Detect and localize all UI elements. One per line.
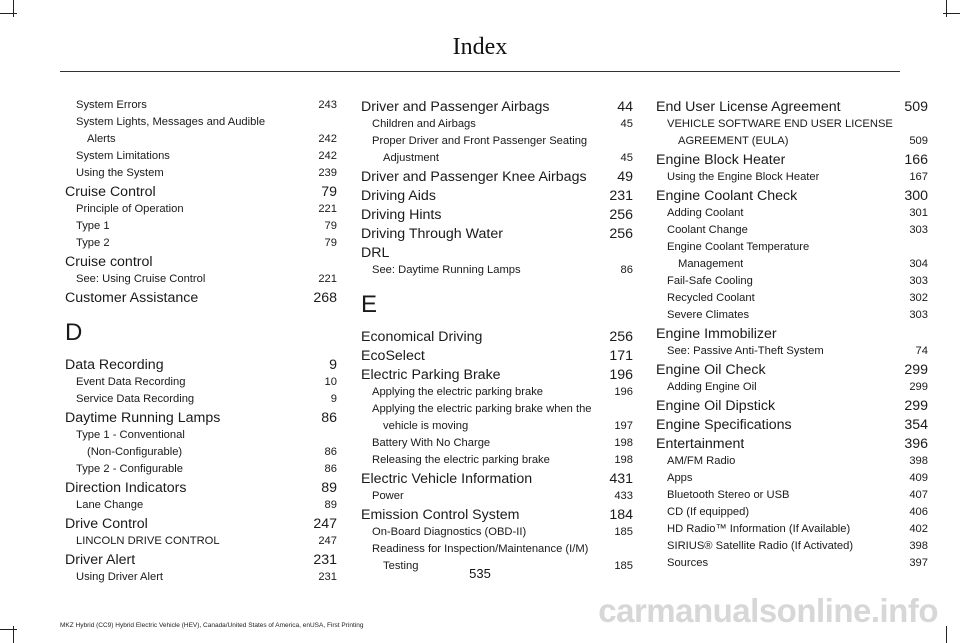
entry-page-number[interactable]: 407 [909, 489, 928, 501]
index-heading[interactable] [361, 367, 633, 384]
entry-page-number[interactable]: 242 [318, 133, 337, 145]
entry-page-number[interactable]: 197 [614, 420, 633, 432]
index-subentry[interactable] [361, 452, 633, 469]
entry-label: Type 2 [76, 237, 110, 249]
index-subentry[interactable] [65, 497, 337, 514]
entry-label: Drive Control [65, 516, 148, 532]
entry-label: Applying the electric parking brake [372, 386, 544, 398]
index-subentry[interactable]: VEHICLE SOFTWARE END USER LICENSE [667, 118, 893, 130]
entry-page-number[interactable]: 509 [909, 135, 928, 147]
index-heading[interactable] [361, 226, 633, 243]
entry-label: Adding Engine Oil [667, 381, 757, 393]
entry-label: Principle of Operation [76, 203, 184, 215]
section-letter: D [65, 319, 83, 346]
entry-page-number[interactable]: 243 [318, 99, 337, 111]
entry-page-number[interactable]: 299 [904, 362, 928, 378]
index-subentry[interactable] [361, 384, 633, 401]
index-heading[interactable] [65, 357, 337, 374]
index-heading[interactable] [361, 329, 633, 346]
index-subentry[interactable] [361, 418, 633, 435]
index-subentry[interactable] [65, 391, 337, 408]
entry-label: Entertainment [656, 436, 745, 452]
entry-page-number[interactable]: 86 [620, 264, 633, 276]
index-subentry[interactable] [361, 435, 633, 452]
index-heading[interactable] [361, 99, 633, 116]
entry-label: vehicle is moving [383, 420, 469, 432]
entry-page-number[interactable]: 79 [324, 220, 337, 232]
entry-label: Children and Airbags [372, 118, 476, 130]
index-heading[interactable] [65, 184, 337, 201]
index-heading[interactable]: Engine Immobilizer [656, 326, 777, 342]
index-subentry[interactable] [656, 307, 928, 324]
entry-page-number[interactable]: 45 [620, 118, 633, 130]
entry-label: Engine Oil Check [656, 362, 766, 378]
entry-label: Electric Parking Brake [361, 367, 501, 383]
index-heading[interactable] [361, 169, 633, 186]
entry-label: Sources [667, 557, 709, 569]
index-subentry[interactable] [656, 343, 928, 360]
entry-page-number[interactable]: 185 [614, 560, 633, 572]
entry-page-number[interactable]: 268 [313, 290, 337, 306]
entry-page-number[interactable]: 397 [909, 557, 928, 569]
index-heading[interactable] [361, 507, 633, 524]
index-subentry[interactable] [65, 97, 337, 114]
entry-page-number[interactable]: 9 [329, 357, 337, 373]
index-heading[interactable] [656, 188, 928, 205]
entry-label: Service Data Recording [76, 393, 195, 405]
index-heading[interactable]: DRL [361, 245, 390, 261]
entry-page-number[interactable]: 247 [313, 516, 337, 532]
entry-page-number[interactable]: 10 [324, 376, 337, 388]
entry-label: Emission Control System [361, 507, 520, 523]
crop-mark-bottom-left-v [13, 626, 14, 643]
entry-label: Driver and Passenger Airbags [361, 99, 550, 115]
entry-label: System Errors [76, 99, 147, 111]
entry-page-number[interactable]: 256 [609, 207, 633, 223]
index-heading[interactable] [361, 207, 633, 224]
edition-footer: MKZ Hybrid (CC9) Hybrid Electric Vehicle (HEV), Canada/United States of America, enUSA, First Printing [60, 622, 364, 629]
entry-page-number[interactable]: 396 [904, 436, 928, 452]
entry-page-number[interactable]: 300 [904, 188, 928, 204]
entry-label: Economical Driving [361, 329, 483, 345]
entry-page-number[interactable]: 256 [609, 329, 633, 345]
entry-label: Electric Vehicle Information [361, 471, 533, 487]
index-heading[interactable] [656, 152, 928, 169]
crop-mark-top-left-h [0, 13, 17, 14]
page-title: Index [452, 34, 508, 60]
entry-page-number[interactable]: 303 [909, 275, 928, 287]
index-subentry[interactable] [361, 150, 633, 167]
entry-page-number[interactable]: 302 [909, 292, 928, 304]
entry-label: Engine Block Heater [656, 152, 786, 168]
entry-label: Battery With No Charge [372, 437, 491, 449]
entry-label: Driver Alert [65, 552, 136, 568]
entry-label: Power [372, 490, 404, 502]
entry-label: Type 2 - Configurable [76, 463, 183, 475]
entry-page-number[interactable]: 433 [614, 490, 633, 502]
index-subentry[interactable] [656, 521, 928, 538]
index-heading[interactable] [656, 99, 928, 116]
entry-label: Engine Oil Dipstick [656, 398, 776, 414]
index-heading[interactable] [656, 436, 928, 453]
index-subentry[interactable] [656, 273, 928, 290]
index-subentry[interactable]: Type 1 - Conventional [76, 429, 185, 441]
entry-label: Cruise Control [65, 184, 156, 200]
entry-page-number[interactable]: 239 [318, 167, 337, 179]
entry-label: Using Driver Alert [76, 571, 164, 583]
index-column-1 [65, 97, 337, 586]
index-subentry[interactable] [656, 169, 928, 186]
index-heading[interactable]: Cruise control [65, 254, 153, 270]
entry-page-number[interactable]: 231 [318, 571, 337, 583]
index-subentry[interactable] [65, 131, 337, 148]
entry-label: Driving Hints [361, 207, 442, 223]
entry-page-number[interactable]: 398 [909, 455, 928, 467]
entry-label: Testing [383, 560, 419, 572]
entry-page-number[interactable]: 406 [909, 506, 928, 518]
page-number: 535 [469, 566, 491, 581]
entry-label: Driving Through Water [361, 226, 503, 242]
entry-page-number[interactable]: 184 [609, 507, 633, 523]
index-heading[interactable] [656, 398, 928, 415]
index-subentry[interactable] [361, 116, 633, 133]
entry-label: Adjustment [383, 152, 439, 164]
entry-page-number[interactable]: 86 [324, 446, 337, 458]
entry-label: Data Recording [65, 357, 164, 373]
entry-label: Customer Assistance [65, 290, 199, 306]
entry-label: Fail-Safe Cooling [667, 275, 753, 287]
index-subentry[interactable] [65, 533, 337, 550]
entry-label: See: Passive Anti-Theft System [667, 345, 824, 357]
entry-label: Lane Change [76, 499, 144, 511]
index-subentry[interactable]: Readiness for Inspection/Maintenance (I/M) [372, 543, 589, 555]
entry-label: Engine Coolant Check [656, 188, 798, 204]
entry-label: SIRIUS® Satellite Radio (If Activated) [667, 540, 854, 552]
entry-page-number[interactable]: 79 [324, 237, 337, 249]
index-subentry[interactable] [656, 453, 928, 470]
entry-label: Using the System [76, 167, 164, 179]
entry-page-number[interactable]: 198 [614, 454, 633, 466]
entry-page-number[interactable]: 86 [321, 410, 337, 426]
index-subentry[interactable] [656, 222, 928, 239]
entry-page-number[interactable]: 299 [904, 398, 928, 414]
index-subentry[interactable]: Applying the electric parking brake when the [372, 403, 592, 415]
crop-mark-bottom-right-v [946, 626, 947, 643]
index-subentry[interactable] [656, 487, 928, 504]
index-subentry[interactable] [65, 218, 337, 235]
entry-page-number[interactable]: 167 [909, 171, 928, 183]
index-subentry[interactable] [361, 262, 633, 279]
entry-label: Engine Specifications [656, 417, 792, 433]
entry-label: Event Data Recording [76, 376, 186, 388]
index-heading[interactable] [656, 417, 928, 434]
index-heading[interactable] [361, 348, 633, 365]
entry-label: Type 1 [76, 220, 110, 232]
index-subentry[interactable] [656, 470, 928, 487]
entry-label: Alerts [87, 133, 116, 145]
entry-label: AGREEMENT (EULA) [678, 135, 789, 147]
entry-label: Releasing the electric parking brake [372, 454, 550, 466]
entry-page-number[interactable]: 74 [915, 345, 928, 357]
section-letter: E [361, 291, 378, 318]
entry-label: Daytime Running Lamps [65, 410, 221, 426]
index-subentry[interactable] [361, 488, 633, 505]
index-subentry[interactable] [361, 524, 633, 541]
index-heading[interactable] [65, 290, 337, 307]
entry-page-number[interactable]: 242 [318, 150, 337, 162]
entry-page-number[interactable]: 247 [318, 535, 337, 547]
entry-page-number[interactable]: 509 [904, 99, 928, 115]
index-subentry[interactable] [656, 538, 928, 555]
index-column-2 [361, 97, 633, 575]
entry-label: System Limitations [76, 150, 170, 162]
entry-label: Direction Indicators [65, 480, 187, 496]
entry-page-number[interactable]: 45 [620, 152, 633, 164]
index-heading[interactable] [65, 480, 337, 497]
entry-page-number[interactable]: 303 [909, 309, 928, 321]
entry-page-number[interactable]: 221 [318, 203, 337, 215]
index-heading[interactable] [361, 188, 633, 205]
entry-page-number[interactable]: 89 [324, 499, 337, 511]
entry-label: End User License Agreement [656, 99, 841, 115]
entry-page-number[interactable]: 198 [614, 437, 633, 449]
index-subentry[interactable] [656, 290, 928, 307]
entry-label: Using the Engine Block Heater [667, 171, 820, 183]
entry-label: Recycled Coolant [667, 292, 755, 304]
entry-page-number[interactable]: 299 [909, 381, 928, 393]
entry-label: See: Daytime Running Lamps [372, 264, 521, 276]
index-subentry[interactable] [656, 256, 928, 273]
entry-label: HD Radio™ Information (If Available) [667, 523, 851, 535]
entry-page-number[interactable]: 196 [609, 367, 633, 383]
watermark: carmanualsonline.info [598, 592, 938, 629]
entry-page-number[interactable]: 221 [318, 273, 337, 285]
entry-page-number[interactable]: 196 [614, 386, 633, 398]
entry-page-number[interactable]: 301 [909, 207, 928, 219]
index-subentry[interactable] [65, 374, 337, 391]
entry-label: On-Board Diagnostics (OBD-II) [372, 526, 527, 538]
entry-page-number[interactable]: 231 [609, 188, 633, 204]
entry-label: EcoSelect [361, 348, 425, 364]
index-subentry[interactable] [656, 205, 928, 222]
index-heading[interactable] [656, 362, 928, 379]
index-column-3 [656, 97, 928, 572]
entry-page-number[interactable]: 79 [321, 184, 337, 200]
index-subentry[interactable] [65, 148, 337, 165]
index-subentry[interactable] [656, 379, 928, 396]
index-subentry[interactable]: Engine Coolant Temperature [667, 241, 810, 253]
index-subentry[interactable]: System Lights, Messages and Audible [76, 116, 266, 128]
entry-page-number[interactable]: 86 [324, 463, 337, 475]
entry-label: Bluetooth Stereo or USB [667, 489, 790, 501]
index-subentry[interactable] [656, 133, 928, 150]
entry-page-number[interactable]: 9 [330, 393, 337, 405]
entry-label: LINCOLN DRIVE CONTROL [76, 535, 220, 547]
entry-page-number[interactable]: 354 [904, 417, 928, 433]
entry-label: (Non-Configurable) [87, 446, 183, 458]
index-heading[interactable] [65, 516, 337, 533]
crop-mark-top-left-v [13, 0, 14, 17]
entry-page-number[interactable]: 256 [609, 226, 633, 242]
index-heading[interactable] [65, 410, 337, 427]
index-subentry[interactable] [65, 201, 337, 218]
entry-label: Adding Coolant [667, 207, 744, 219]
entry-label: Coolant Change [667, 224, 748, 236]
entry-label: See: Using Cruise Control [76, 273, 206, 285]
entry-page-number[interactable]: 398 [909, 540, 928, 552]
index-subentry[interactable] [656, 504, 928, 521]
crop-mark-bottom-left-h [0, 629, 17, 630]
index-subentry[interactable] [65, 461, 337, 478]
entry-page-number[interactable]: 185 [614, 526, 633, 538]
entry-label: Severe Climates [667, 309, 750, 321]
crop-mark-top-right-v [946, 0, 947, 17]
entry-page-number[interactable]: 171 [609, 348, 633, 364]
entry-page-number[interactable]: 44 [617, 99, 633, 115]
entry-page-number[interactable]: 89 [321, 480, 337, 496]
entry-label: Driving Aids [361, 188, 436, 204]
index-subentry[interactable] [65, 165, 337, 182]
entry-page-number[interactable]: 409 [909, 472, 928, 484]
index-subentry[interactable]: Proper Driver and Front Passenger Seating [372, 135, 588, 147]
index-subentry[interactable] [65, 271, 337, 288]
entry-label: Apps [667, 472, 693, 484]
entry-label: Management [678, 258, 744, 270]
entry-page-number[interactable]: 402 [909, 523, 928, 535]
entry-label: AM/FM Radio [667, 455, 736, 467]
entry-page-number[interactable]: 431 [609, 471, 633, 487]
entry-page-number[interactable]: 231 [313, 552, 337, 568]
entry-page-number[interactable]: 49 [617, 169, 633, 185]
index-heading[interactable] [361, 471, 633, 488]
index-subentry[interactable] [65, 235, 337, 252]
index-subentry[interactable] [65, 444, 337, 461]
entry-label: Driver and Passenger Knee Airbags [361, 169, 587, 185]
entry-label: CD (If equipped) [667, 506, 750, 518]
entry-page-number[interactable]: 304 [909, 258, 928, 270]
entry-page-number[interactable]: 303 [909, 224, 928, 236]
header-rule [60, 71, 900, 72]
entry-page-number[interactable]: 166 [904, 152, 928, 168]
